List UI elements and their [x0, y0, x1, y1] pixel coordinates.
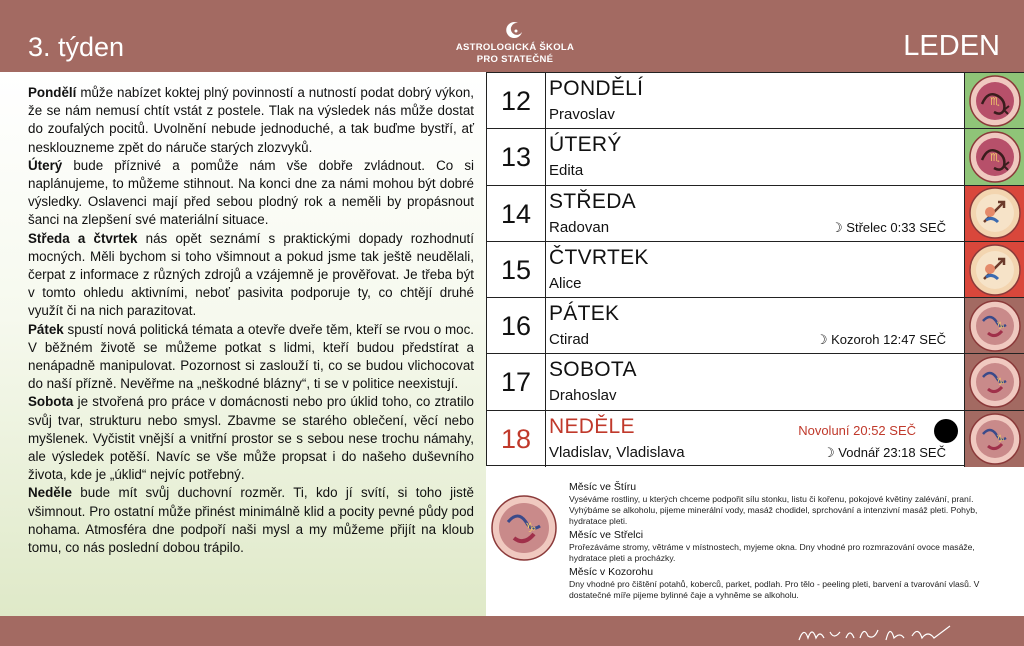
- zodiac-cell: [964, 298, 1024, 353]
- moon-info-text: Vyséváme rostliny, u kterých chceme podpořit sílu stonku, listu či kořenu, pokojové květiny zalévání, praní. Vyhýbáme se alkoholu, pijeme minerální vody, masáž chodidel, sprchování a intenzivní masáž pleti. Pohyb, hydratace pleti.: [569, 494, 978, 526]
- day-row-friday: [487, 298, 1024, 354]
- week-forecast-panel: [0, 72, 486, 616]
- forecast-day-label: Pondělí: [28, 85, 77, 100]
- sagittarius-icon: [968, 186, 1022, 240]
- day-name: SOBOTA: [549, 358, 637, 382]
- nameday: Drahoslav: [549, 387, 617, 405]
- forecast-paragraph-sunday: [28, 484, 474, 557]
- forecast-paragraph-monday: [28, 84, 474, 157]
- forecast-paragraph-tuesday: [28, 157, 474, 230]
- svg-text:♑: ♑: [525, 521, 537, 536]
- day-number: 15: [487, 242, 546, 297]
- day-name: STŘEDA: [549, 189, 636, 213]
- nameday: Alice: [549, 274, 582, 292]
- nameday: Radovan: [549, 218, 610, 236]
- forecast-day-label: Pátek: [28, 321, 64, 337]
- forecast-day-label: Sobota: [28, 394, 74, 410]
- day-row-saturday: [487, 354, 1024, 410]
- day-number: 14: [487, 186, 546, 241]
- logo-line-2: PRO STATEČNÉ: [476, 54, 554, 65]
- forecast-body: bude příznivé a pomůže nám vše dobře zvládnout. Co si naplánujeme, to můžeme stihnout. Na konci dne za námi mohou být dobré výsledky. Oslavenci mají před sebou plodný rok a neměli by propásnout šanci na zlepšení své materiální situace.: [28, 157, 474, 228]
- capricorn-icon: [968, 299, 1022, 353]
- forecast-body: spustí nová politická témata a otevře dveře těm, kteří se rvou o moc. V běžném životě se můžeme potkat s lidmi, kteří budou předstírat a nenápadně manipulovat. Pozornost si zaslouží ti, co se budou vlichocovat do naší přízně. Nevěřme na „neškodné blázny“, ti se v politice neexistují.: [28, 321, 474, 392]
- nameday: Vladislav, Vladislava: [549, 443, 685, 461]
- school-logo: [445, 20, 585, 66]
- forecast-day-label: Úterý: [28, 157, 63, 173]
- new-moon-icon: [934, 419, 958, 443]
- forecast-body: bude mít svůj duchovní rozměr. Ti, kdo jí svítí, si toho jistě všimnout. Pro ostatní může přinést minimálně klid a pocity pevné půdy pod nohama. Atmosféra dne podpoří naši mysl a my můžeme přijít na kloub tomu, co nás poslední dobou trápilo.: [28, 485, 474, 556]
- day-name: ÚTERÝ: [549, 133, 622, 157]
- day-number: 13: [487, 129, 546, 184]
- forecast-paragraph-wed-thu: [28, 230, 474, 321]
- zodiac-cell: [964, 242, 1024, 297]
- zodiac-cell: [964, 73, 1024, 128]
- svg-text:♑: ♑: [995, 377, 1005, 389]
- zodiac-cell: [964, 354, 1024, 409]
- forecast-body: je stvořená pro práce v domácnosti nebo pro úklid toho, co ztratilo svůj tvar, strukturu nebo smysl. Zbavme se starého oblečení, věcí nebo myšlenek. Vyčistit vnější a vnitřní prostor se s sebou nese trochu námahy, ale výsledek potěší. Navíc se vše může propsat i do našeho duševního života, kde je „úklid“ nejvíc potřebný.: [28, 394, 474, 483]
- moon-info-title: Měsíc v Kozorohu: [569, 566, 654, 578]
- nameday: Edita: [549, 162, 584, 180]
- footer-bar: [0, 616, 1024, 646]
- day-number: 16: [487, 298, 546, 353]
- scorpio-icon: [968, 74, 1022, 128]
- moon-gardening-info: [569, 481, 1009, 603]
- day-row-sunday: [487, 411, 1024, 467]
- day-number: 12: [487, 73, 546, 128]
- day-row-tuesday: [487, 129, 1024, 185]
- svg-text:♑: ♑: [995, 433, 1005, 445]
- day-name: PÁTEK: [549, 302, 620, 326]
- signature-icon: [794, 618, 964, 646]
- week-title: 3. týden: [28, 32, 125, 62]
- nameday: Ctirad: [549, 331, 590, 349]
- scorpio-icon: [968, 130, 1022, 184]
- crescent-moon-icon: [505, 20, 525, 40]
- forecast-day-label: Neděle: [28, 485, 72, 501]
- header-bar: [0, 0, 1024, 72]
- logo-line-1: ASTROLOGICKÁ ŠKOLA: [455, 42, 575, 53]
- week-forecast-text: [28, 84, 474, 557]
- moon-info-text: Dny vhodné pro čištění potahů, koberců, parket, podlah. Pro tělo - peeling pleti, barvení a tvarování vlasů. V dostatečné míře pijeme bylinné čaje a vyhněme se alkoholu.: [569, 579, 980, 600]
- zodiac-cell: [964, 411, 1024, 467]
- zodiac-cell: [964, 129, 1024, 184]
- forecast-paragraph-saturday: [28, 393, 474, 484]
- zodiac-cell: [964, 186, 1024, 241]
- day-row-thursday: [487, 242, 1024, 298]
- day-number: 18: [487, 411, 546, 467]
- forecast-body: nás opět seznámí s praktickými dopady rozhodnutí mocných. Měli bychom si toho všimnout a pokud jsme tak ještě neudělali, čerpat z informace z různých zdrojů a vzájemně je prověřovat. Je třeba být v tomto ohledu aktivními, neboť pasivita podporuje ty, co chtějí druhé využít či na nich parazitovat.: [28, 230, 474, 319]
- moon-info-title: Měsíc ve Štíru: [569, 481, 637, 493]
- forecast-day-label: Středa a čtvrtek: [28, 230, 138, 246]
- day-name: PONDĚLÍ: [549, 77, 644, 100]
- svg-text:♏: ♏: [989, 94, 1000, 108]
- moon-sign-change: ☽ Vodnář 23:18 SEČ: [823, 444, 946, 460]
- moon-info-title: Měsíc ve Střelci: [569, 529, 644, 541]
- day-row-wednesday: [487, 186, 1024, 242]
- nameday: Pravoslav: [549, 106, 615, 123]
- forecast-paragraph-friday: [28, 321, 474, 394]
- svg-text:♑: ♑: [995, 320, 1005, 332]
- month-title: LEDEN: [903, 30, 1000, 62]
- new-moon-note: Novoluní 20:52 SEČ: [798, 422, 916, 438]
- day-name: ČTVRTEK: [549, 245, 649, 269]
- moon-sign-change: ☽ Kozoroh 12:47 SEČ: [815, 332, 946, 348]
- day-number: 17: [487, 354, 546, 409]
- sagittarius-icon: [968, 243, 1022, 297]
- day-name: NEDĚLE: [549, 414, 635, 438]
- svg-text:♏: ♏: [989, 150, 1000, 164]
- moon-info-text: Prořezáváme stromy, větráme v místnostech, myjeme okna. Dny vhodné pro rozmrazování ovoce masáže, hydratace pleti a procházky.: [569, 542, 975, 563]
- day-table: [486, 72, 1024, 466]
- capricorn-icon: [968, 412, 1022, 466]
- forecast-body: může nabízet koktej plný povinností a nutností podat dobrý výkon, že se nám nemusí chtít vstát z postele. Tlak na výsledek nás může dostat do zoufalých pocitů. Uvolnění nebude jednoduché, a tak buďme bystří, ať nesklouzneme zpět do náruče starých zlozvyků.: [28, 85, 474, 155]
- capricorn-icon: [490, 494, 558, 562]
- day-row-monday: [487, 73, 1024, 129]
- moon-sign-change: ☽ Střelec 0:33 SEČ: [831, 219, 946, 235]
- capricorn-icon: [968, 355, 1022, 409]
